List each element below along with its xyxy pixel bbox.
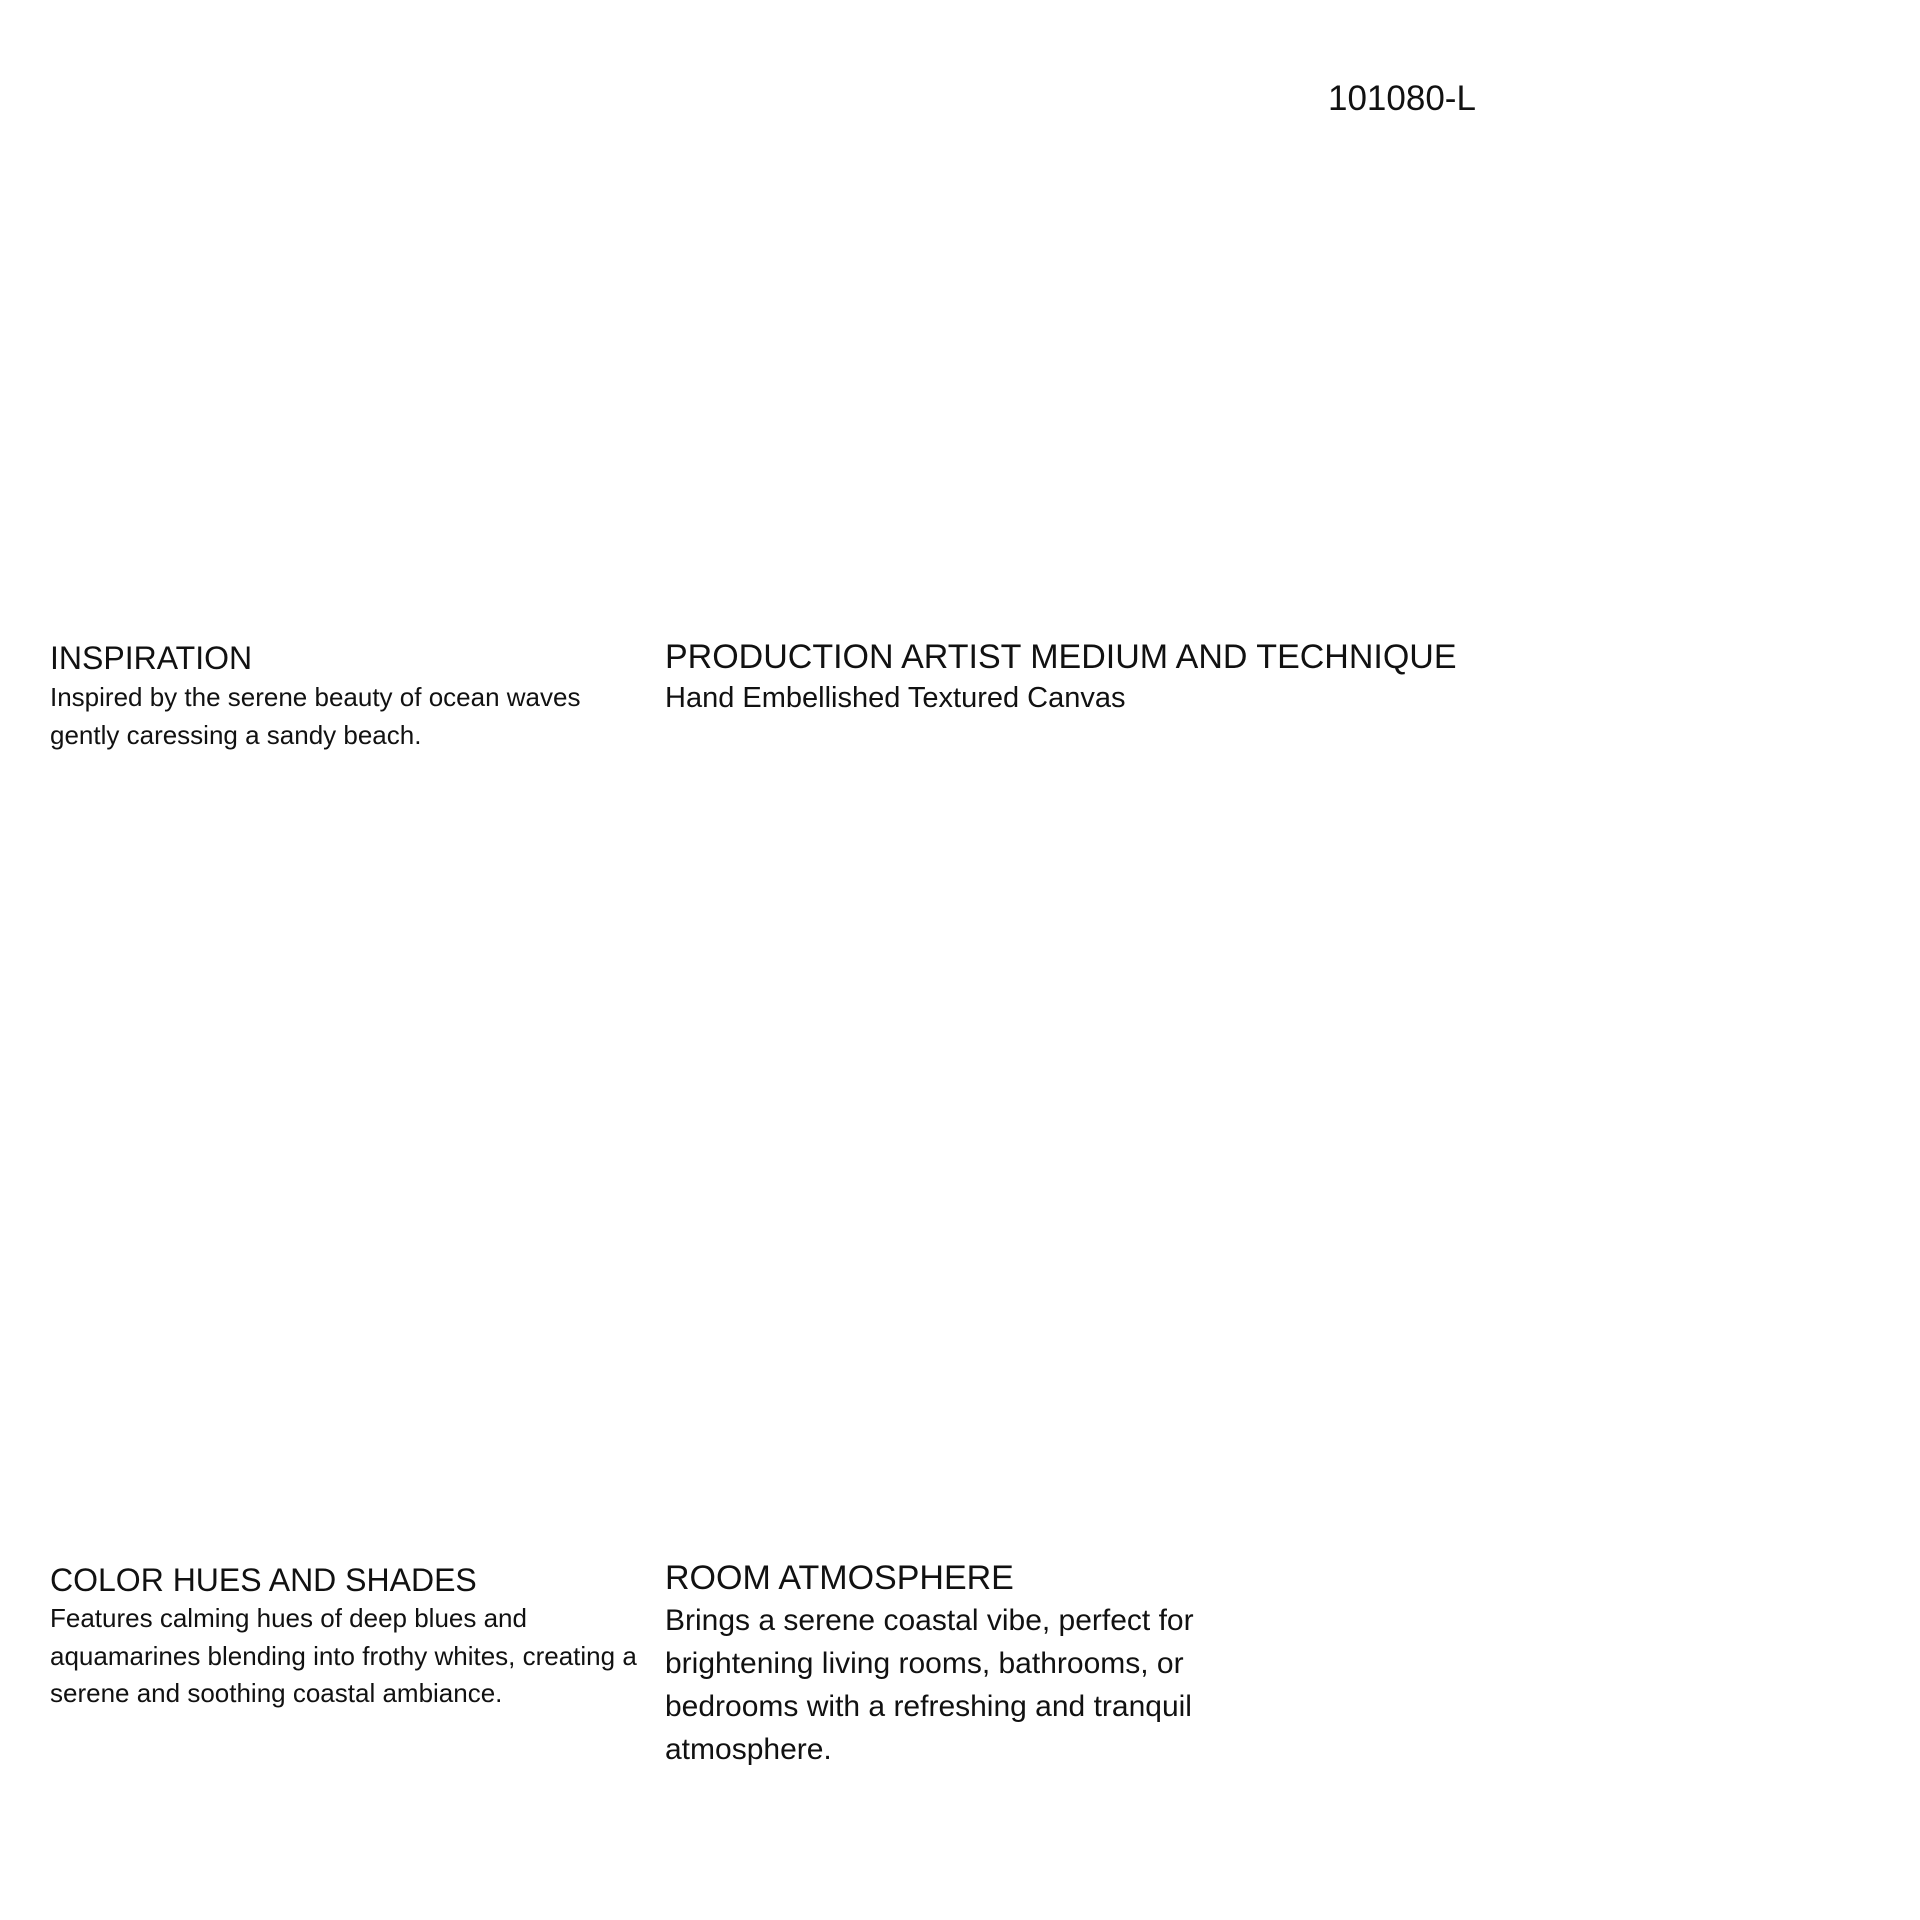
color-hues-title: COLOR HUES AND SHADES	[50, 1562, 477, 1598]
production-text: Hand Embellished Textured Canvas	[665, 682, 1126, 714]
room-atmosphere-text: Brings a serene coastal vibe, perfect for brightening living rooms, bathrooms, or bedrooms with a refreshing and tranquil atmosphere.	[665, 1604, 1194, 1766]
room-atmosphere-title: ROOM ATMOSPHERE	[665, 1559, 1014, 1597]
production-section	[665, 634, 1565, 718]
inspiration-text: Inspired by the serene beauty of ocean waves gently caressing a sandy beach.	[50, 682, 581, 750]
inspiration-title: INSPIRATION	[50, 640, 253, 676]
color-hues-text: Features calming hues of deep blues and aquamarines blending into frothy whites, creating a serene and soothing coastal ambiance.	[50, 1603, 637, 1708]
production-title: PRODUCTION ARTIST MEDIUM AND TECHNIQUE	[665, 638, 1457, 676]
color-hues-section	[50, 1558, 640, 1713]
room-atmosphere-section	[665, 1555, 1305, 1771]
inspiration-section	[50, 636, 640, 754]
product-code: 101080-L	[1328, 79, 1476, 118]
